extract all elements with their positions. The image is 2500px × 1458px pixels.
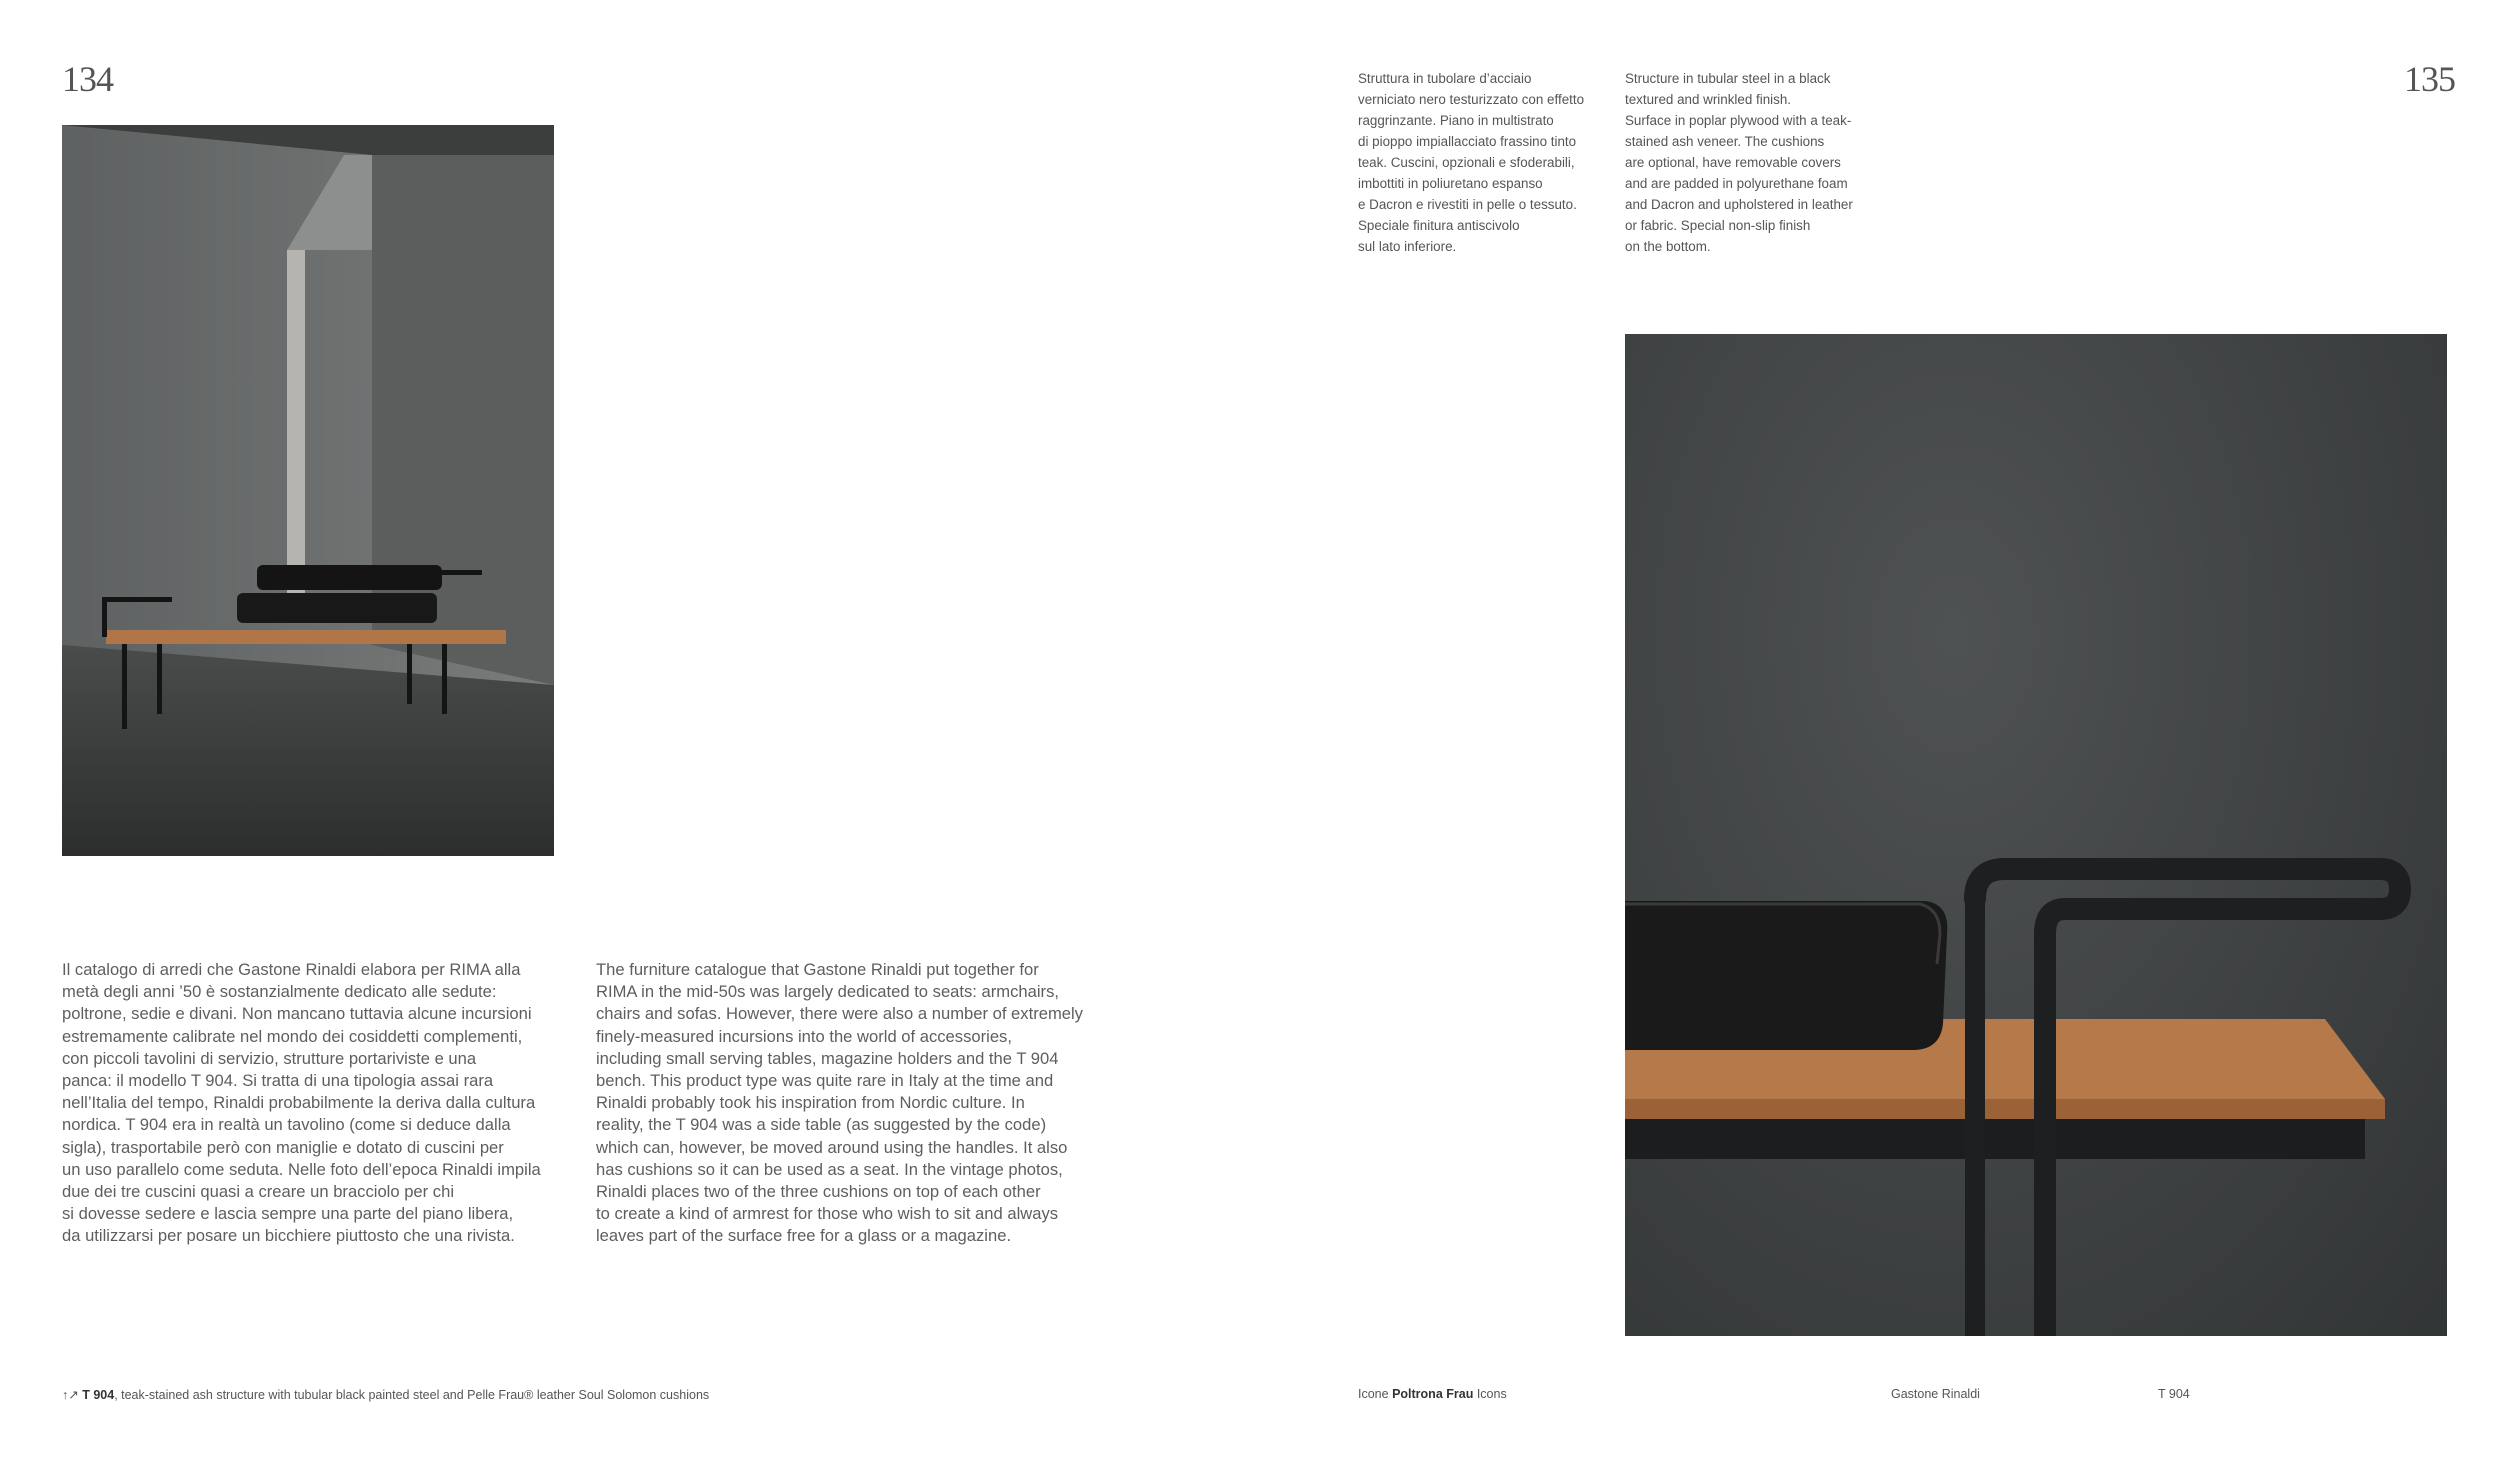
- body-text-italian: [62, 959, 541, 1247]
- spec-line: stained ash veneer. The cushions: [1625, 134, 1825, 149]
- body-line: chairs and sofas. However, there were also a number of extremely: [596, 1004, 1083, 1024]
- footer-brand: Poltrona Frau: [1392, 1387, 1474, 1401]
- body-line: has cushions so it can be used as a seat. In the vintage photos,: [596, 1159, 1063, 1179]
- caption-text: , teak-stained ash structure with tubular black painted steel and Pelle Frau® leather Soul Solomon cushions: [114, 1388, 710, 1402]
- body-line: un uso parallelo come seduta. Nelle foto dell’epoca Rinaldi impila: [62, 1159, 541, 1179]
- bench-room-illustration: [62, 125, 554, 856]
- spec-english: [1625, 68, 1853, 257]
- body-line: due dei tre cuscini quasi a creare un bracciolo per chi: [62, 1181, 455, 1201]
- spec-line: Surface in poplar plywood with a teak-: [1625, 113, 1852, 128]
- body-line: Il catalogo di arredi che Gastone Rinaldi elabora per RIMA alla: [62, 960, 521, 979]
- spec-line: or fabric. Special non-slip finish: [1625, 218, 1811, 233]
- body-line: nordica. T 904 era in realtà un tavolino (come si deduce dalla: [62, 1115, 511, 1135]
- body-line: to create a kind of armrest for those who wish to sit and always: [596, 1204, 1059, 1224]
- bench-room-photo: [62, 125, 554, 856]
- spec-line: sul lato inferiore.: [1358, 239, 1457, 254]
- body-line: sigla), trasportabile però con maniglie e dotato di cuscini per: [62, 1137, 504, 1157]
- spec-line: di pioppo impiallacciato frassino tinto: [1358, 134, 1577, 149]
- body-line: reality, the T 904 was a side table (as suggested by the code): [596, 1115, 1047, 1135]
- arrow-up-icons: ↑↗: [62, 1388, 79, 1402]
- body-line: si dovesse sedere e lascia sempre una parte del piano libera,: [62, 1204, 514, 1224]
- spec-line: teak. Cuscini, opzionali e sfoderabili,: [1358, 155, 1575, 170]
- bench-detail-photo: [1625, 334, 2447, 1336]
- body-line: finely-measured incursions into the world of accessories,: [596, 1026, 1012, 1046]
- spec-italian: [1358, 68, 1584, 257]
- spec-line: imbottiti in poliuretano espanso: [1358, 176, 1543, 191]
- spec-line: e Dacron e rivestiti in pelle o tessuto.: [1358, 197, 1577, 212]
- footer-designer: Gastone Rinaldi: [1891, 1387, 1980, 1401]
- body-line: estremamente calibrate nel mondo dei cosiddetti complementi,: [62, 1026, 523, 1046]
- body-line: panca: il modello T 904. Si tratta di una tipologia assai rara: [62, 1070, 494, 1090]
- body-text-english: [596, 959, 1083, 1247]
- body-line: leaves part of the surface free for a glass or a magazine.: [596, 1226, 1012, 1246]
- spec-line: on the bottom.: [1625, 239, 1711, 254]
- spec-line: raggrinzante. Piano in multistrato: [1358, 113, 1554, 128]
- footer-prefix: Icone: [1358, 1387, 1389, 1401]
- footer-model: T 904: [2158, 1387, 2190, 1401]
- spec-line: and Dacron and upholstered in leather: [1625, 197, 1853, 212]
- photo-caption: [62, 1387, 709, 1402]
- body-line: RIMA in the mid-50s was largely dedicated to seats: armchairs,: [596, 982, 1059, 1002]
- body-line: Rinaldi probably took his inspiration from Nordic culture. In: [596, 1093, 1025, 1113]
- spec-line: are optional, have removable covers: [1625, 155, 1841, 170]
- body-line: metà degli anni ’50 è sostanzialmente dedicato alle sedute:: [62, 982, 497, 1002]
- spec-line: textured and wrinkled finish.: [1625, 92, 1791, 107]
- body-line: da utilizzarsi per posare un bicchiere piuttosto che una rivista.: [62, 1226, 515, 1246]
- body-line: con piccoli tavolini di servizio, strutture portariviste e una: [62, 1048, 477, 1068]
- body-line: which can, however, be moved around using the handles. It also: [596, 1137, 1068, 1157]
- bench-detail-illustration: [1625, 334, 2447, 1336]
- body-line: The furniture catalogue that Gastone Rinaldi put together for: [596, 960, 1039, 979]
- spec-line: and are padded in polyurethane foam: [1625, 176, 1848, 191]
- caption-model: T 904: [82, 1388, 115, 1402]
- body-line: nell’Italia del tempo, Rinaldi probabilmente la deriva dalla cultura: [62, 1093, 536, 1113]
- spec-line: Struttura in tubolare d’acciaio: [1358, 71, 1532, 86]
- page-number-left: 134: [62, 59, 113, 99]
- footer-suffix: Icons: [1476, 1387, 1507, 1401]
- body-line: including small serving tables, magazine holders and the T 904: [596, 1048, 1059, 1068]
- spec-line: verniciato nero testurizzato con effetto: [1358, 92, 1585, 107]
- footer-collection: [1358, 1387, 1507, 1401]
- spec-line: Speciale finitura antiscivolo: [1358, 218, 1520, 233]
- body-line: Rinaldi places two of the three cushions on top of each other: [596, 1181, 1041, 1201]
- page-number-right: 135: [2404, 59, 2455, 99]
- body-line: bench. This product type was quite rare in Italy at the time and: [596, 1070, 1054, 1090]
- body-line: poltrone, sedie e divani. Non mancano tuttavia alcune incursioni: [62, 1004, 532, 1024]
- spec-line: Structure in tubular steel in a black: [1625, 71, 1831, 86]
